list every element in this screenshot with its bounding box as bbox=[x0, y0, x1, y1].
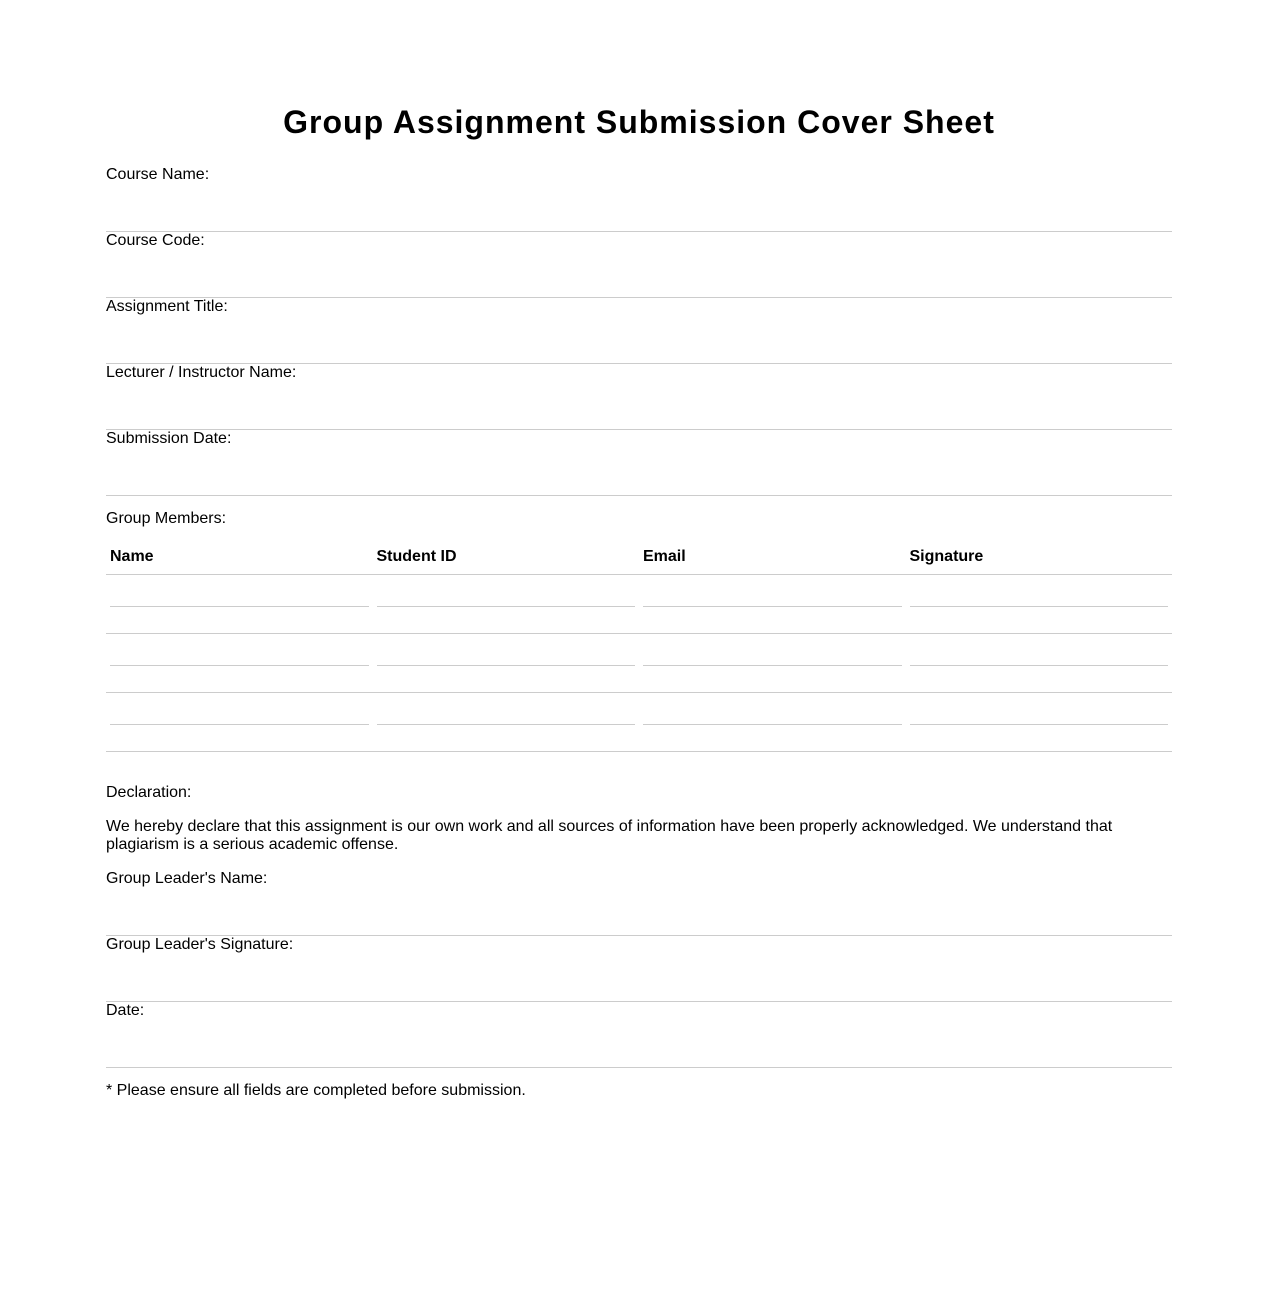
member-1-signature-cell bbox=[906, 575, 1173, 634]
declaration-text: We hereby declare that this assignment is our own work and all sources of information have been properly acknowledged. We understand that plagiarism is a serious academic offense. bbox=[106, 818, 1113, 853]
lecturer-name-label: Lecturer / Instructor Name: bbox=[106, 364, 297, 381]
member-2-student-id-input[interactable] bbox=[377, 665, 636, 666]
date-field[interactable] bbox=[106, 1002, 1172, 1068]
member-2-student-id-cell bbox=[373, 634, 640, 693]
member-3-student-id-input[interactable] bbox=[377, 724, 636, 725]
table-row bbox=[106, 575, 1172, 634]
member-2-email-cell bbox=[639, 634, 906, 693]
leader-signature-field[interactable] bbox=[106, 936, 1172, 1002]
group-members-table bbox=[106, 540, 1172, 752]
member-3-signature-input[interactable] bbox=[910, 724, 1169, 725]
member-3-student-id-cell bbox=[373, 693, 640, 752]
member-2-name-input[interactable] bbox=[110, 665, 369, 666]
member-1-student-id-input[interactable] bbox=[377, 606, 636, 607]
member-1-name-cell bbox=[106, 575, 373, 634]
page-title: Group Assignment Submission Cover Sheet bbox=[283, 104, 995, 140]
member-3-name-cell bbox=[106, 693, 373, 752]
date-label: Date: bbox=[106, 1002, 145, 1019]
member-2-signature-cell bbox=[906, 634, 1173, 693]
column-header-signature: Signature bbox=[906, 540, 1173, 575]
member-1-name-input[interactable] bbox=[110, 606, 369, 607]
table-row bbox=[106, 634, 1172, 693]
leader-name-field[interactable] bbox=[106, 870, 1172, 936]
member-1-email-input[interactable] bbox=[643, 606, 902, 607]
table-header-row bbox=[106, 540, 1172, 575]
member-3-email-cell bbox=[639, 693, 906, 752]
column-header-student-id: Student ID bbox=[373, 540, 640, 575]
member-3-email-input[interactable] bbox=[643, 724, 902, 725]
member-2-email-input[interactable] bbox=[643, 665, 902, 666]
submission-date-field[interactable] bbox=[106, 430, 1172, 496]
column-header-email: Email bbox=[639, 540, 906, 575]
member-3-name-input[interactable] bbox=[110, 724, 369, 725]
declaration-label: Declaration: bbox=[106, 784, 192, 801]
member-3-signature-cell bbox=[906, 693, 1173, 752]
group-members-label: Group Members: bbox=[106, 510, 227, 527]
course-name-label: Course Name: bbox=[106, 166, 210, 183]
lecturer-name-field[interactable] bbox=[106, 364, 1172, 430]
member-1-signature-input[interactable] bbox=[910, 606, 1169, 607]
assignment-title-label: Assignment Title: bbox=[106, 298, 228, 315]
course-code-label: Course Code: bbox=[106, 232, 205, 249]
course-name-field[interactable] bbox=[106, 166, 1172, 232]
completion-note: * Please ensure all fields are completed before submission. bbox=[106, 1082, 526, 1099]
member-1-student-id-cell bbox=[373, 575, 640, 634]
assignment-title-field[interactable] bbox=[106, 298, 1172, 364]
course-code-field[interactable] bbox=[106, 232, 1172, 298]
member-2-signature-input[interactable] bbox=[910, 665, 1169, 666]
member-1-email-cell bbox=[639, 575, 906, 634]
column-header-name: Name bbox=[106, 540, 373, 575]
leader-name-label: Group Leader's Name: bbox=[106, 870, 268, 887]
table-row bbox=[106, 693, 1172, 752]
submission-date-label: Submission Date: bbox=[106, 430, 232, 447]
leader-signature-label: Group Leader's Signature: bbox=[106, 936, 294, 953]
member-2-name-cell bbox=[106, 634, 373, 693]
